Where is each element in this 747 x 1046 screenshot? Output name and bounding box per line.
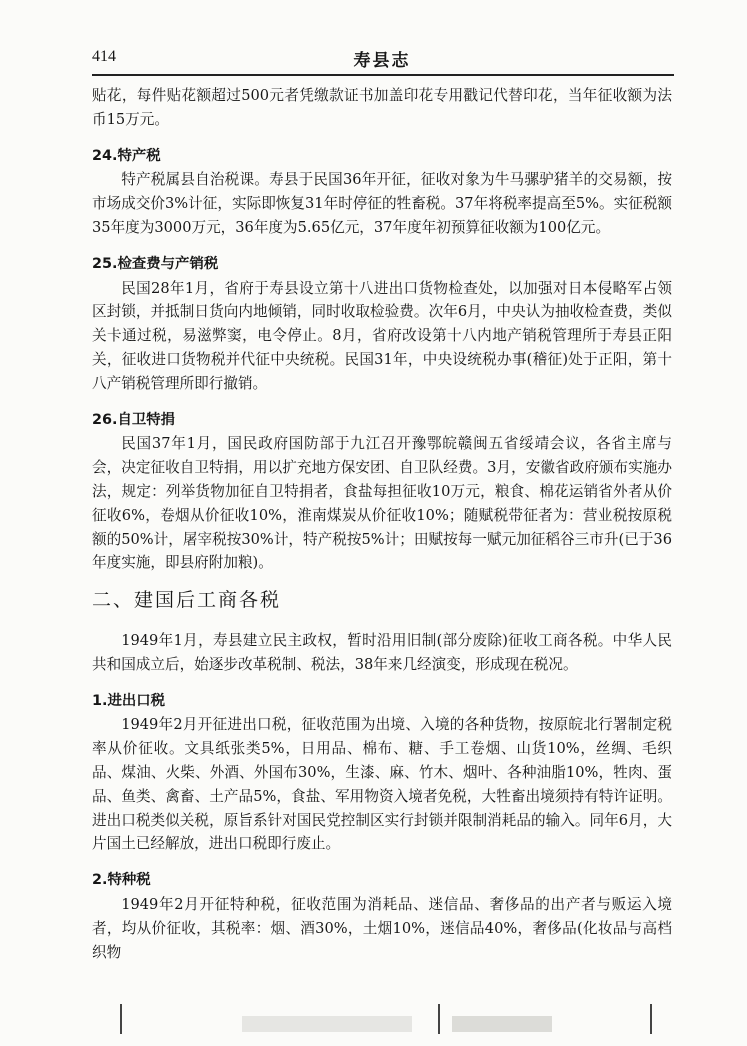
item-paragraph: 1949年2月开征特种税，征收范围为消耗品、迷信品、奢侈品的出产者与贩运入境者，均从价征收，其税率：烟、酒30%，土烟10%，迷信品40%，奢侈品(化妆品与高档织物: [92, 895, 672, 961]
scan-artifacts: [92, 1004, 672, 1040]
header-rule: [92, 74, 674, 76]
intro-paragraph: 贴花，每件贴花额超过500元者凭缴款证书加盖印花专用戳记代替印花，当年征收额为法币15万元。: [92, 87, 672, 128]
page-number: 414: [92, 48, 116, 65]
scan-bar: [650, 1004, 652, 1034]
item-paragraph: 1949年2月开征进出口税，征收范围为出境、入境的各种货物，按原皖北行署制定税率从价征收。文具纸张类5%，日用品、棉布、糖、手工卷烟、山货10%，丝绸、毛织品、煤油、火柴、外酒、外国布30%，生漆、麻、竹木、烟叶、各种油脂10%，牲肉、蛋品、鱼类、禽畜、土产品5%，食盐、军用物资入境者免税，大牲畜出境须持有特许证明。进出口税类似关税，原旨系针对国民党控制区实行封锁并限制消耗品的输入。同年6月，大片国土已经解放，进出口税即行废止。: [92, 716, 672, 853]
item-heading: 26.自卫特捐: [92, 411, 176, 428]
scan-smudge: [242, 1016, 412, 1032]
book-title: 寿县志: [353, 51, 411, 71]
item-paragraph: 特产税属县自治税课。寿县于民国36年开征，征收对象为牛马骡驴猪羊的交易额，按市场成交价3%计征，实际即恢复31年时停征的牲畜税。37年将税率提高至5%。实征税额35年度为3000万元，36年度为5.65亿元，37年度年初预算征收额为100亿元。: [92, 171, 672, 236]
item-paragraph: 民国37年1月，国民政府国防部于九江召开豫鄂皖赣闽五省绥靖会议，各省主席与会，决定征收自卫特捐，用以扩充地方保安团、自卫队经费。3月，安徽省政府颁布实施办法，规定：列举货物加征自卫特捐者，食盐每担征收10万元，粮食、棉花运销省外者从价征收6%，卷烟从价征收10%，淮南煤炭从价征收10%；随赋税带征者为：营业税按原税额的50%计，屠宰税按30%计，特产税按5%计；田赋按每一赋元加征稻谷三市升(已于36年度实施，即县府附加粮)。: [92, 435, 672, 572]
scan-bar: [438, 1004, 440, 1034]
body-text: [92, 84, 672, 964]
section-title: 二、建国后工商各税: [92, 589, 282, 612]
item-heading: 24.特产税: [92, 147, 161, 164]
section-intro: 1949年1月，寿县建立民主政权，暂时沿用旧制(部分废除)征收工商各税。中华人民共和国成立后，始逐步改革税制、税法，38年来几经演变，形成现在税况。: [92, 631, 672, 673]
item-heading: 25.检查费与产销税: [92, 255, 219, 272]
item-heading: 2.特种税: [92, 872, 151, 889]
page-header: [92, 46, 672, 72]
item-heading: 1.进出口税: [92, 692, 166, 709]
scan-bar: [120, 1004, 122, 1034]
scan-smudge: [452, 1016, 552, 1032]
item-paragraph: 民国28年1月，省府于寿县设立第十八进出口货物检查处，以加强对日本侵略军占领区封锁，并抵制日货向内地倾销，同时收取检验费。次年6月，中央认为抽收检查费，类似关卡通过税，易滋弊窦，电令停止。8月，省府改设第十八内地产销税管理所于寿县正阳关，征收进口货物税并代征中央统税。民国31年，中央设统税办事(稽征)处于正阳，第十八产销税管理所即行撤销。: [92, 279, 672, 392]
